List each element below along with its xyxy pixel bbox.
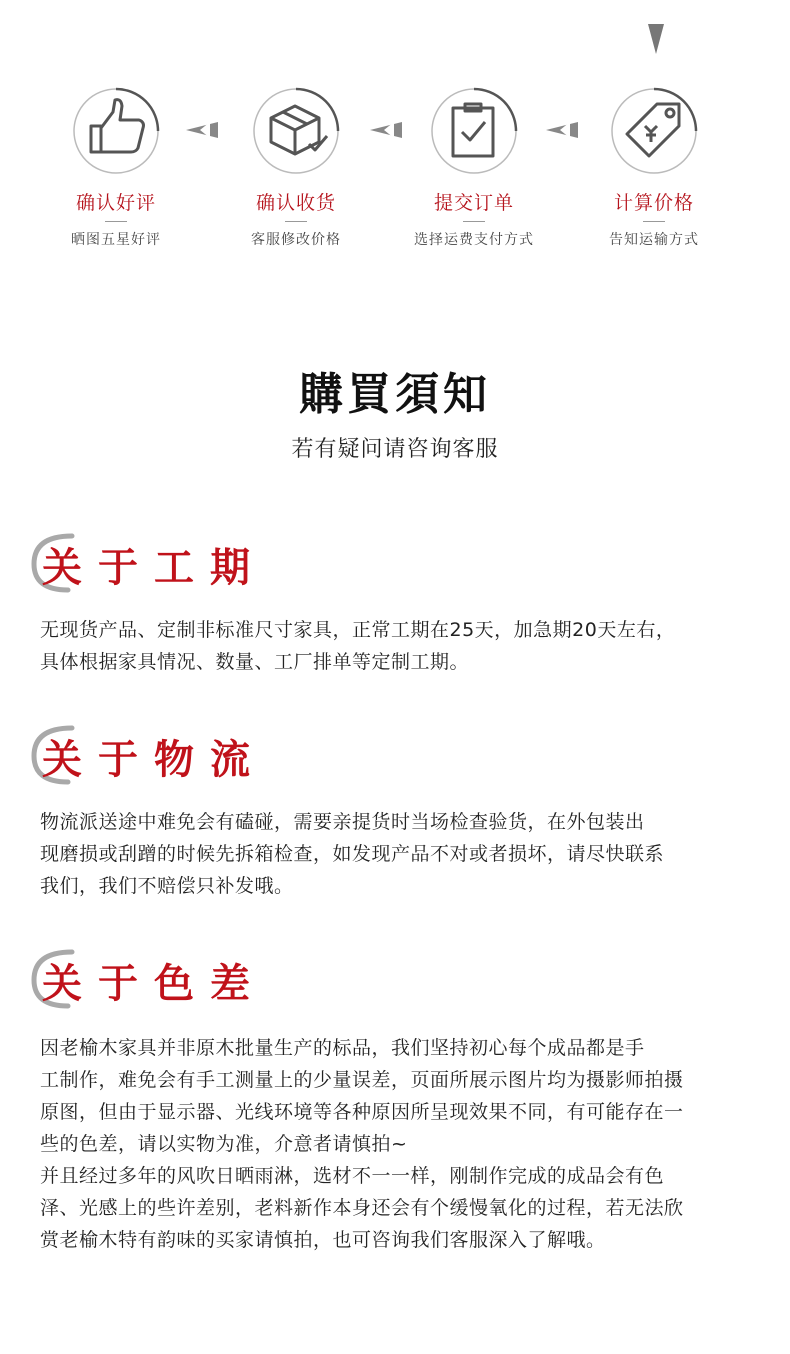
clipboard-check-icon: [429, 86, 519, 176]
text-line: 泽、光感上的些许差别，老料新作本身还会有个缓慢氧化的过程，若无法欣: [40, 1197, 684, 1219]
text-line: 无现货产品、定制非标准尺寸家具，正常工期在25天，加急期20天左右，: [40, 619, 676, 641]
text-line: 工制作，难免会有手工测量上的少量误差，页面所展示图片均为摄影师拍摄: [40, 1069, 684, 1091]
section-heading-logistics: [28, 720, 358, 790]
page-subtitle: 若有疑问请咨询客服: [291, 437, 499, 462]
text-line: 具体根据家具情况、数量、工厂排单等定制工期。: [40, 651, 470, 673]
down-arrow-icon: [648, 24, 664, 54]
step-title: 计算价格: [613, 192, 694, 214]
step-confirm-receipt: [216, 86, 376, 249]
text-line: 赏老榆木特有韵味的买家请慎拍，也可咨询我们客服深入了解哦。: [40, 1229, 606, 1251]
step-calculate-price: [574, 86, 734, 249]
page-title: 購買須知: [299, 369, 491, 420]
section-heading-color-difference: [28, 944, 358, 1014]
step-confirm-review: [36, 86, 196, 249]
step-subtitle: 客服修改价格: [251, 232, 341, 248]
text-line: 因老榆木家具并非原木批量生产的标品，我们坚持初心每个成品都是手: [40, 1037, 645, 1059]
step-subtitle: 选择运费支付方式: [414, 232, 534, 248]
text-line: 现磨损或刮蹭的时候先拆箱检查，如发现产品不对或者损坏，请尽快联系: [40, 843, 665, 865]
step-title: 确认好评: [75, 192, 156, 214]
section-heading-text: 关于工期: [42, 544, 266, 591]
section-body-color-difference: [40, 1032, 770, 1256]
section-body-logistics: [40, 806, 770, 902]
arrow-left-icon: [186, 122, 218, 138]
section-heading-lead-time: [28, 528, 358, 598]
step-subtitle: 晒图五星好评: [71, 232, 161, 248]
section-body-lead-time: [40, 614, 770, 678]
text-line: 并且经过多年的风吹日晒雨淋，选材不一一样，刚制作完成的成品会有色: [40, 1165, 665, 1187]
section-heading-text: 关于色差: [42, 960, 266, 1007]
package-check-icon: [251, 86, 341, 176]
thumbs-up-icon: [71, 86, 161, 176]
text-line: 物流派送途中难免会有磕碰，需要亲提货时当场检查验货，在外包装出: [40, 811, 645, 833]
text-line: 些的色差，请以实物为准，介意者请慎拍~: [40, 1133, 408, 1155]
step-submit-order: [394, 86, 554, 249]
price-tag-icon: [609, 86, 699, 176]
section-heading-text: 关于物流: [42, 736, 266, 783]
text-line: 我们，我们不赔偿只补发哦。: [40, 875, 294, 897]
step-title: 确认收货: [255, 192, 336, 214]
step-subtitle: 告知运输方式: [609, 232, 699, 248]
step-title: 提交订单: [433, 192, 514, 214]
text-line: 原图，但由于显示器、光线环境等各种原因所呈现效果不同，有可能存在一: [40, 1101, 684, 1123]
